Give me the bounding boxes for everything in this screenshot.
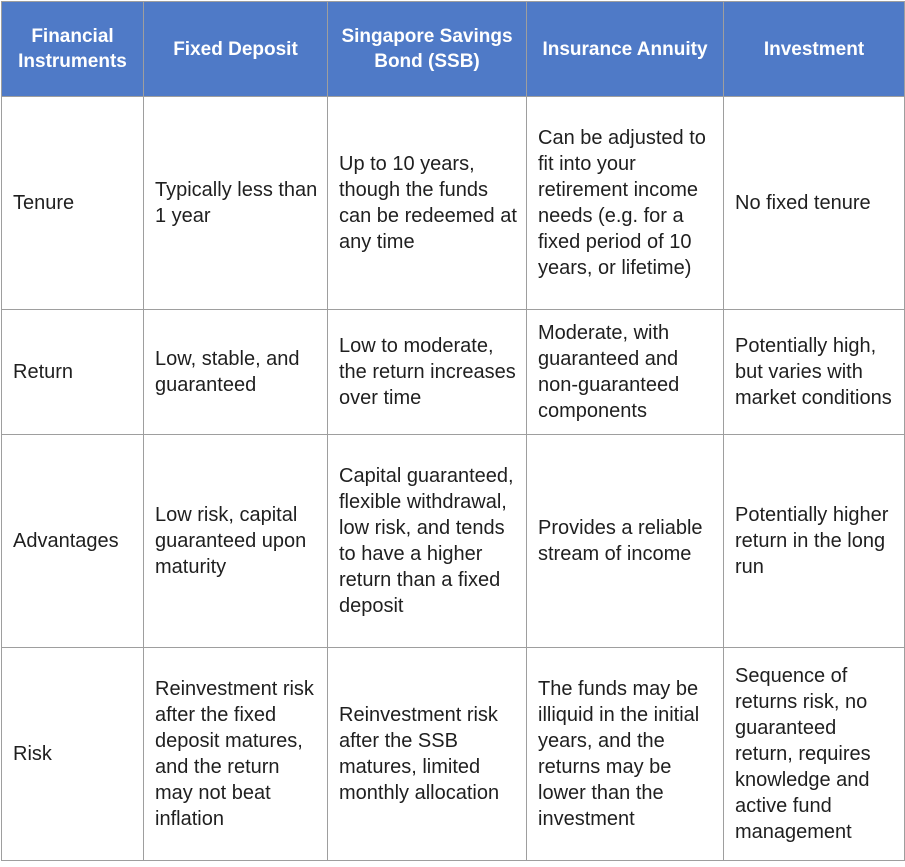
row-label: Return: [2, 310, 144, 435]
cell-investment: Potentially higher return in the long run: [724, 435, 905, 648]
row-label: Advantages: [2, 435, 144, 648]
cell-fixed-deposit: Reinvestment risk after the fixed deposit matures, and the return may not beat inflation: [144, 648, 328, 861]
cell-fixed-deposit: Typically less than 1 year: [144, 97, 328, 310]
comparison-table: [1, 1, 905, 861]
cell-investment: Potentially high, but varies with market conditions: [724, 310, 905, 435]
table-row-return: [2, 310, 905, 435]
row-label: Risk: [2, 648, 144, 861]
cell-investment: No fixed tenure: [724, 97, 905, 310]
cell-investment: Sequence of returns risk, no guaranteed return, requires knowledge and active fund management: [724, 648, 905, 861]
table-row-advantages: [2, 435, 905, 648]
header-row: [2, 2, 905, 97]
header-insurance-annuity: Insurance Annuity: [527, 2, 724, 97]
cell-annuity: Provides a reliable stream of income: [527, 435, 724, 648]
table-row-risk: [2, 648, 905, 861]
cell-ssb: Low to moderate, the return increases over time: [328, 310, 527, 435]
row-label: Tenure: [2, 97, 144, 310]
cell-ssb: Up to 10 years, though the funds can be redeemed at any time: [328, 97, 527, 310]
header-financial-instruments: Financial Instruments: [2, 2, 144, 97]
cell-annuity: Moderate, with guaranteed and non-guaranteed components: [527, 310, 724, 435]
header-investment: Investment: [724, 2, 905, 97]
cell-fixed-deposit: Low, stable, and guaranteed: [144, 310, 328, 435]
cell-annuity: Can be adjusted to fit into your retirement income needs (e.g. for a fixed period of 10 years, or lifetime): [527, 97, 724, 310]
header-ssb: Singapore Savings Bond (SSB): [328, 2, 527, 97]
cell-fixed-deposit: Low risk, capital guaranteed upon maturity: [144, 435, 328, 648]
cell-ssb: Capital guaranteed, flexible withdrawal, low risk, and tends to have a higher return than a fixed deposit: [328, 435, 527, 648]
table-row-tenure: [2, 97, 905, 310]
header-fixed-deposit: Fixed Deposit: [144, 2, 328, 97]
cell-ssb: Reinvestment risk after the SSB matures, limited monthly allocation: [328, 648, 527, 861]
cell-annuity: The funds may be illiquid in the initial years, and the returns may be lower than the investment: [527, 648, 724, 861]
